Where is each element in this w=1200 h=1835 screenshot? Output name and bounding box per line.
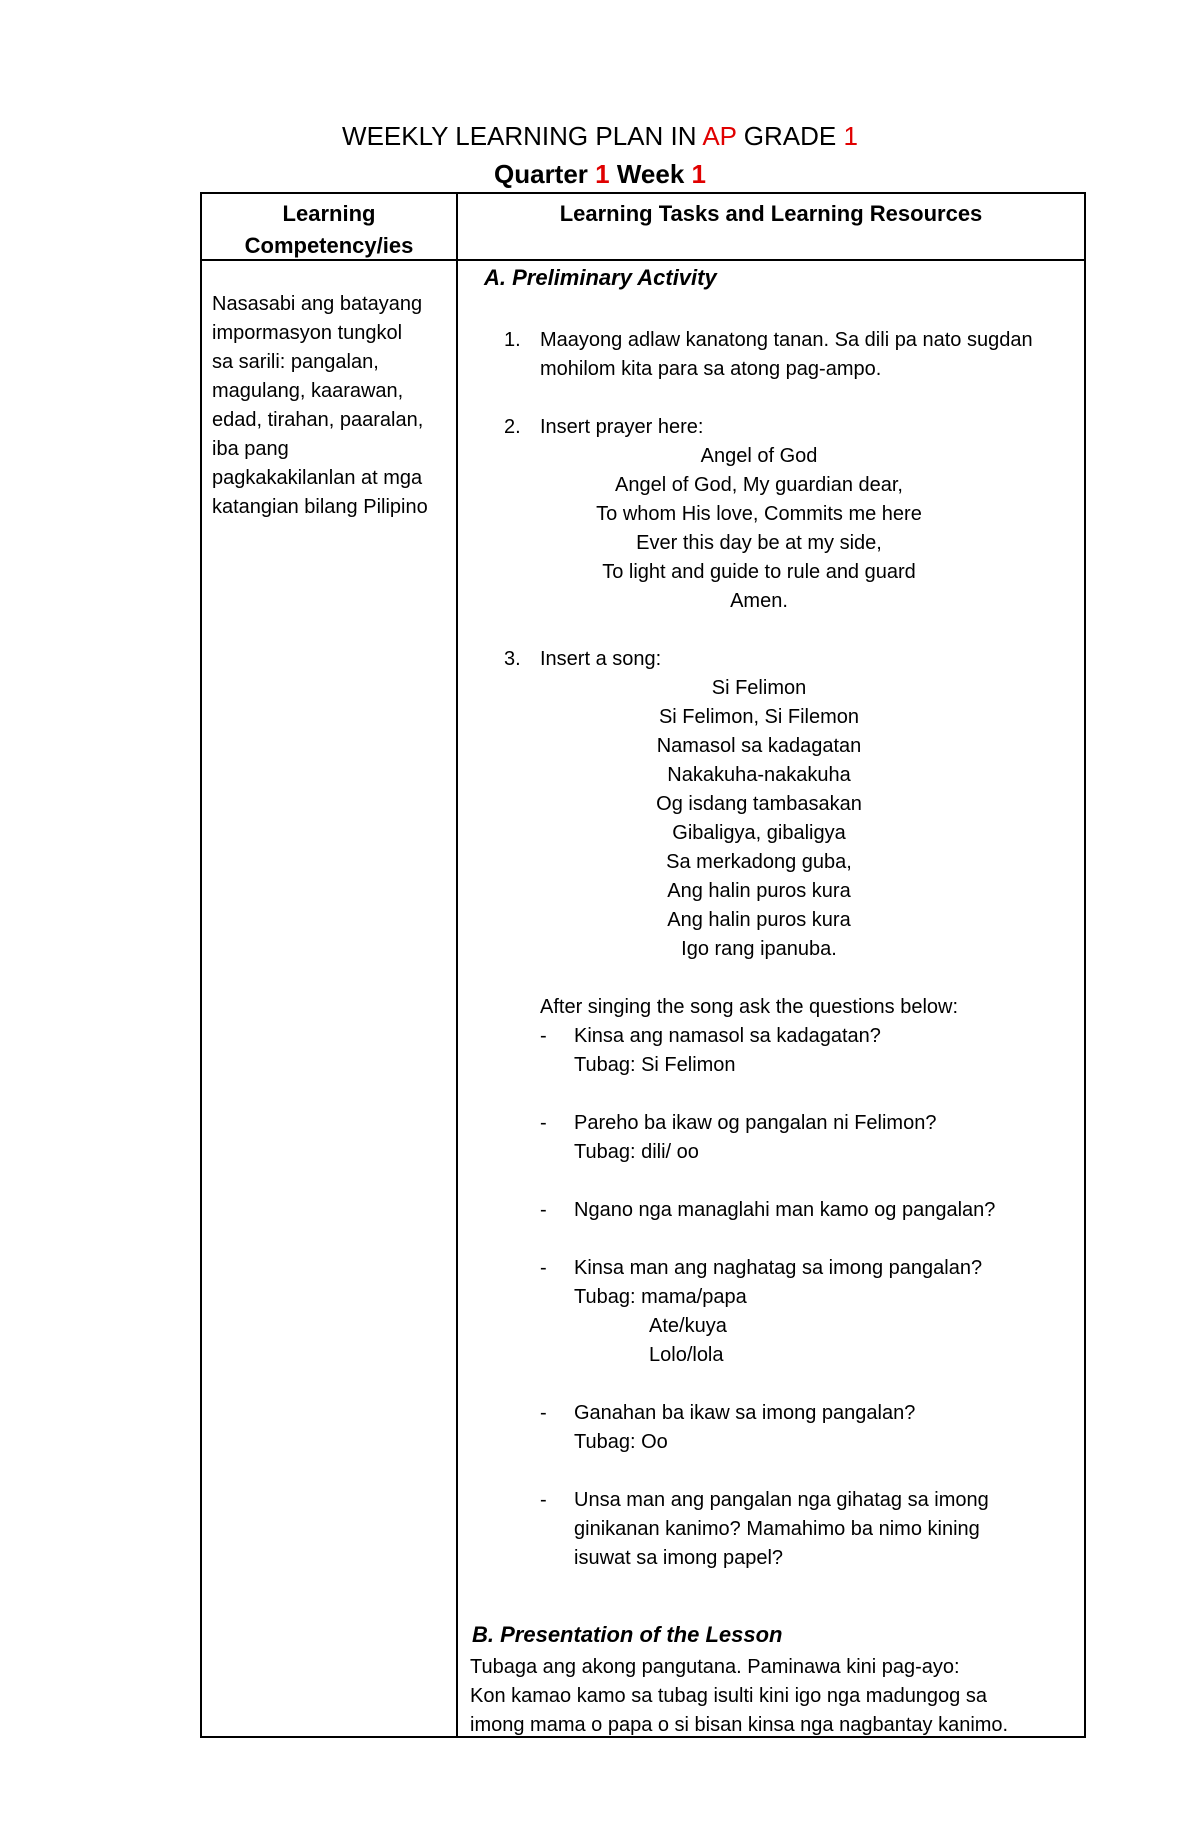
song-line: Sa merkadong guba,	[666, 851, 852, 873]
section-b-heading: B. Presentation of the Lesson	[472, 1622, 783, 1647]
question-text: Kinsa man ang naghatag sa imong pangalan?	[574, 1257, 983, 1279]
dash-bullet: -	[540, 1402, 547, 1424]
prayer-label: Insert prayer here:	[540, 416, 704, 438]
subtitle-quarter: 1	[595, 159, 610, 189]
page-subtitle	[0, 158, 1200, 190]
prayer-line: To whom His love, Commits me here	[596, 503, 922, 525]
song-line: Nakakuha-nakakuha	[667, 764, 851, 786]
item-number: 1.	[504, 329, 521, 351]
competency-line: impormasyon tungkol	[212, 322, 403, 344]
song-line: Igo rang ipanuba.	[681, 938, 837, 960]
title-text: WEEKLY LEARNING PLAN IN	[342, 121, 703, 151]
section-b-line: imong mama o papa o si bisan kinsa nga nagbantay kanimo.	[470, 1714, 1009, 1736]
prayer-line: Ever this day be at my side,	[636, 532, 882, 554]
song-line: Si Felimon, Si Filemon	[658, 706, 860, 728]
prayer-line: Angel of God	[700, 445, 818, 467]
subtitle-week: 1	[691, 159, 706, 189]
dash-bullet: -	[540, 1489, 547, 1511]
greeting-line: mohilom kita para sa atong pag-ampo.	[540, 358, 882, 380]
learning-plan-table	[200, 192, 1086, 1738]
after-song-instruction: After singing the song ask the questions below:	[540, 996, 959, 1018]
column-header-tasks: Learning Tasks and Learning Resources	[559, 201, 983, 226]
question-text: Kinsa ang namasol sa kadagatan?	[574, 1025, 881, 1047]
song-line: Ang halin puros kura	[667, 909, 851, 931]
competency-line: magulang, kaarawan,	[212, 380, 404, 402]
section-b-line: Tubaga ang akong pangutana. Paminawa kini pag-ayo:	[470, 1656, 960, 1678]
question-text: Unsa man ang pangalan nga gihatag sa imong	[574, 1489, 989, 1511]
question-text: isuwat sa imong papel?	[574, 1547, 784, 1569]
song-line: Ang halin puros kura	[667, 880, 851, 902]
song-line: Og isdang tambasakan	[656, 793, 862, 815]
competency-line: edad, tirahan, paaralan,	[212, 409, 424, 431]
prayer-line: Angel of God, My guardian dear,	[615, 474, 903, 496]
item-number: 2.	[504, 416, 521, 438]
answer-text: Lolo/lola	[649, 1344, 724, 1366]
column-header-line: Learning	[282, 201, 376, 226]
answer-text: Tubag: Oo	[574, 1431, 668, 1453]
competency-line: iba pang	[212, 438, 289, 460]
dash-bullet: -	[540, 1257, 547, 1279]
column-divider	[456, 194, 458, 1736]
page-title	[0, 120, 1200, 152]
greeting-line: Maayong adlaw kanatong tanan. Sa dili pa nato sugdan	[540, 329, 1033, 351]
answer-text: Tubag: dili/ oo	[574, 1141, 699, 1163]
answer-text: Tubag: Si Felimon	[574, 1054, 736, 1076]
competency-line: Nasasabi ang batayang	[212, 293, 423, 315]
prayer-line: Amen.	[730, 590, 788, 612]
answer-text: Tubag: mama/papa	[574, 1286, 747, 1308]
song-line: Gibaligya, gibaligya	[672, 822, 846, 844]
question-text: ginikanan kanimo? Mamahimo ba nimo kining	[574, 1518, 980, 1540]
section-b-text	[470, 1653, 1058, 1740]
subtitle-text-mid: Week	[609, 159, 692, 189]
question-text: Ganahan ba ikaw sa imong pangalan?	[574, 1402, 916, 1424]
prayer-line: To light and guide to rule and guard	[602, 561, 916, 583]
item-number: 3.	[504, 648, 521, 670]
competency-line: sa sarili: pangalan,	[212, 351, 379, 373]
dash-bullet: -	[540, 1199, 547, 1221]
title-grade: 1	[843, 121, 858, 151]
competency-line: katangian bilang Pilipino	[212, 496, 428, 518]
title-text-mid: GRADE	[736, 121, 844, 151]
song-line: Si Felimon	[711, 677, 807, 699]
title-subject: AP	[702, 121, 737, 151]
column-header-line: Competency/ies	[244, 233, 414, 258]
dash-bullet: -	[540, 1112, 547, 1134]
section-b-line: Kon kamao kamo sa tubag isulti kini igo nga madungog sa	[470, 1685, 987, 1707]
subtitle-text: Quarter	[494, 159, 596, 189]
section-a-heading: A. Preliminary Activity	[484, 265, 717, 290]
question-text: Pareho ba ikaw og pangalan ni Felimon?	[574, 1112, 937, 1134]
column-header-competency	[202, 198, 456, 262]
answer-text: Ate/kuya	[649, 1315, 727, 1337]
competency-line: pagkakakilanlan at mga	[212, 467, 423, 489]
song-line: Namasol sa kadagatan	[656, 735, 862, 757]
dash-bullet: -	[540, 1025, 547, 1047]
song-label: Insert a song:	[540, 648, 662, 670]
competency-cell	[212, 290, 452, 522]
question-text: Ngano nga managlahi man kamo og pangalan?	[574, 1199, 996, 1221]
